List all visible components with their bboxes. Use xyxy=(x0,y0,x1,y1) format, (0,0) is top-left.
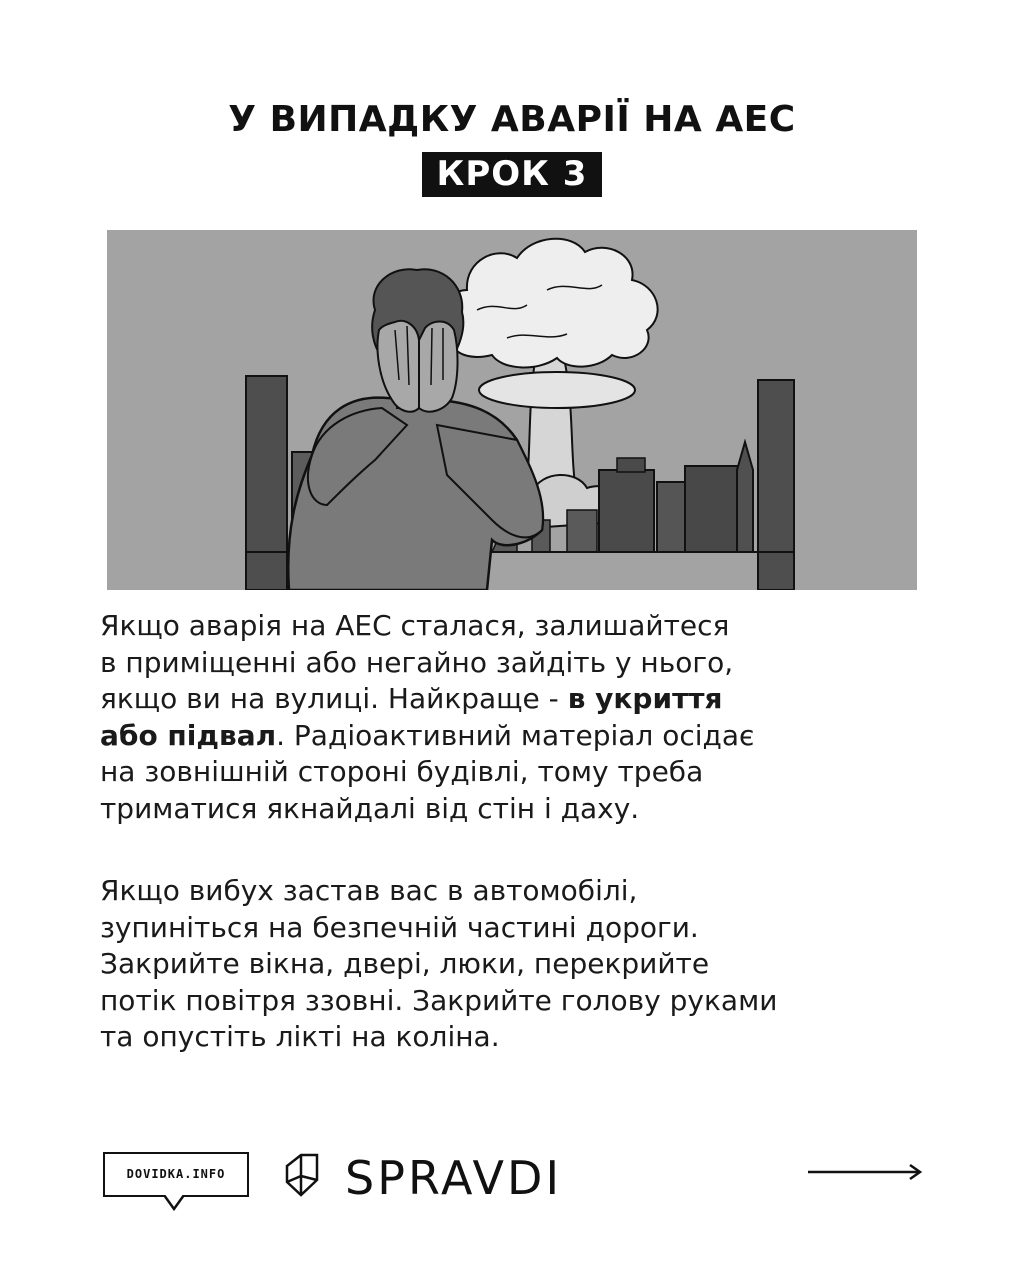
body-text xyxy=(100,608,960,1102)
text-segment: . Радіоактивний матеріал осідає xyxy=(276,718,755,752)
dovidka-logo[interactable]: DOVIDKA.INFO xyxy=(103,1152,249,1197)
person-covering-face-illustration xyxy=(107,230,917,590)
text-line: потік повітря ззовні. Закрийте голову руками xyxy=(100,983,778,1017)
paragraph-in-car xyxy=(100,873,960,1056)
emphasis-text: в укриття xyxy=(567,682,723,715)
text-line: в приміщенні або негайно зайдіть у нього, xyxy=(100,645,734,679)
text-line: Якщо аварія на АЕС сталася, залишайтеся xyxy=(100,609,730,642)
speech-bubble-tail-icon xyxy=(162,1195,188,1213)
spravdi-logo-icon xyxy=(283,1152,327,1198)
arrow-right-icon[interactable] xyxy=(806,1162,924,1182)
text-line: Якщо вибух застав вас в автомобілі, xyxy=(100,874,638,907)
page-title: У ВИПАДКУ АВАРІЇ НА АЕС xyxy=(228,99,796,140)
text-line: Закрийте вікна, двері, люки, перекрийте xyxy=(100,947,710,980)
step-badge: КРОК 3 xyxy=(422,152,602,197)
text-line: на зовнішній стороні будівлі, тому треба xyxy=(100,755,704,788)
emphasis-text: або підвал xyxy=(100,718,277,752)
illustration-panel xyxy=(107,230,917,590)
paragraph-stay-indoors xyxy=(100,608,960,827)
text-line: триматися якнайдалі від стін і даху. xyxy=(100,791,640,825)
text-segment: якщо ви на вулиці. Найкраще - xyxy=(100,682,568,715)
text-line xyxy=(100,681,960,718)
text-line: зупиніться на безпечній частині дороги. xyxy=(100,910,699,944)
text-line: та опустіть лікті на коліна. xyxy=(100,1020,500,1053)
text-line xyxy=(100,718,960,755)
spravdi-logo[interactable]: SPRAVDI xyxy=(345,1151,563,1205)
